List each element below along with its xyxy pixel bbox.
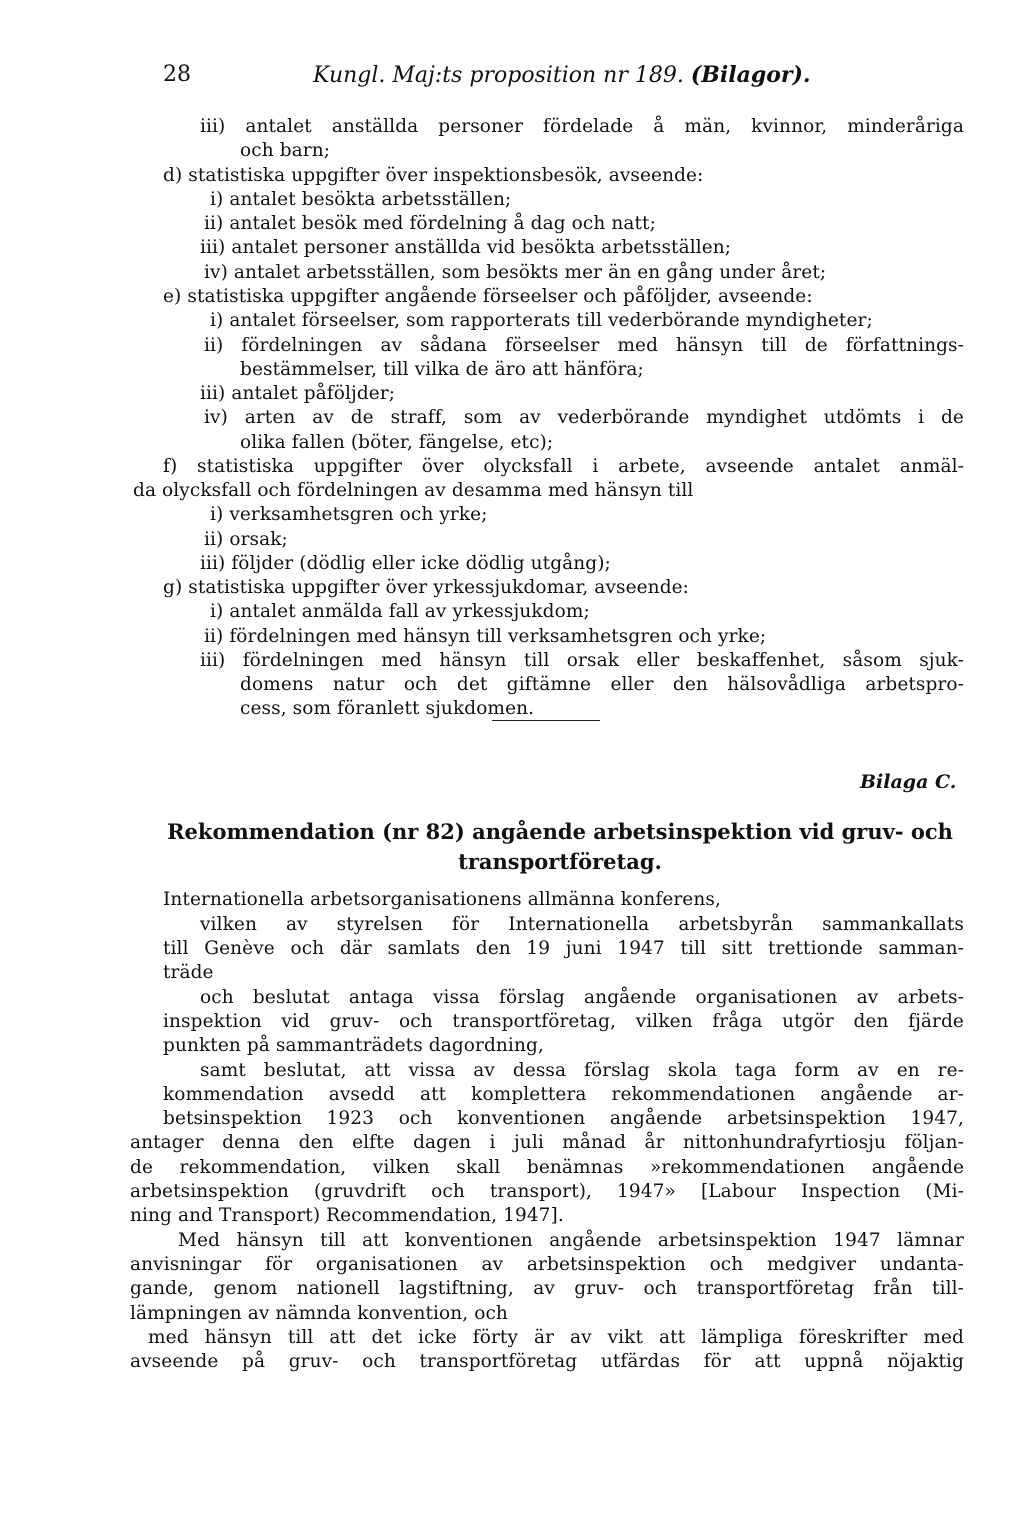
body-line: gande, genom nationell lagstiftning, av gruv- och transportföretag från till- [130, 1278, 964, 1299]
section-heading-line-1: Rekommendation (nr 82) angående arbetsinspektion vid gruv- och [167, 819, 953, 844]
body-line: avseende på gruv- och transportföretag utfärdas för att uppnå nöjaktig [130, 1351, 964, 1372]
body-line: antager denna den elfte dagen i juli månad år nittonhundrafyrtiosju följan- [130, 1132, 964, 1153]
body-line: och beslutat antaga vissa förslag angående organisationen av arbets- [200, 987, 964, 1008]
body-line: till Genève och där samlats den 19 juni 1947 till sitt trettionde samman- [163, 938, 964, 959]
list-line: ii) fördelningen av sådana förseelser med hänsyn till de författnings- [204, 335, 964, 356]
list-line: iv) antalet arbetsställen, som besökts mer än en gång under året; [204, 262, 827, 283]
section-heading-line-2: transportföretag. [458, 849, 662, 874]
list-line: iii) antalet påföljder; [200, 383, 396, 404]
body-line: arbetsinspektion (gruvdrift och transport), 1947» [Labour Inspection (Mi- [130, 1181, 964, 1202]
list-line: iv) arten av de straff, som av vederbörande myndighet utdömts i de [204, 407, 964, 428]
body-line: träde [163, 962, 214, 983]
list-line: f) statistiska uppgifter över olycksfall i arbete, avseende antalet anmäl- [163, 456, 964, 477]
section-divider [492, 720, 600, 721]
list-line: d) statistiska uppgifter över inspektionsbesök, avseende: [163, 165, 704, 186]
body-line: kommendation avsedd att komplettera rekommendationen angående ar- [163, 1084, 964, 1105]
body-line: Med hänsyn till att konventionen angående arbetsinspektion 1947 lämnar [178, 1230, 964, 1251]
body-line: anvisningar för organisationen av arbetsinspektion och medgiver undanta- [130, 1254, 964, 1275]
body-line: med hänsyn till att det icke förty är av vikt att lämpliga föreskrifter med [148, 1327, 964, 1348]
body-line: Internationella arbetsorganisationens allmänna konferens, [163, 889, 721, 910]
list-line: e) statistiska uppgifter angående förseelser och påföljder, avseende: [163, 286, 813, 307]
list-line: ii) orsak; [204, 529, 288, 550]
list-line: da olycksfall och fördelningen av desamma med hänsyn till [133, 480, 694, 501]
list-line: iii) antalet personer anställda vid besökta arbetsställen; [200, 237, 732, 258]
body-line: samt beslutat, att vissa av dessa förslag skola taga form av en re- [200, 1060, 964, 1081]
running-title-suffix: (Bilagor). [690, 62, 811, 88]
list-line: cess, som föranlett sjukdomen. [240, 698, 535, 719]
list-line: i) antalet anmälda fall av yrkessjukdom; [210, 601, 590, 622]
page-number: 28 [163, 62, 191, 87]
list-line: i) verksamhetsgren och yrke; [210, 504, 488, 525]
body-line: ning and Transport) Recommendation, 1947]. [130, 1205, 564, 1226]
list-line: i) antalet besökta arbetsställen; [210, 189, 512, 210]
list-line: iii) fördelningen med hänsyn till orsak eller beskaffenhet, såsom sjuk- [200, 650, 964, 671]
list-line: ii) fördelningen med hänsyn till verksamhetsgren och yrke; [204, 626, 767, 647]
body-line: betsinspektion 1923 och konventionen angående arbetsinspektion 1947, [163, 1108, 964, 1129]
list-line: i) antalet förseelser, som rapporterats till vederbörande myndigheter; [210, 310, 873, 331]
running-title-main: Kungl. Maj:ts proposition nr 189. [313, 63, 684, 88]
body-line: vilken av styrelsen för Internationella arbetsbyrån sammankallats [200, 914, 964, 935]
page-header [163, 60, 983, 100]
running-title [313, 60, 811, 91]
body-line: de rekommendation, vilken skall benämnas »rekommendationen angående [130, 1157, 964, 1178]
list-line: iii) antalet anställda personer fördelade å män, kvinnor, minderåriga [200, 116, 964, 137]
list-line: bestämmelser, till vilka de äro att hänföra; [240, 359, 644, 380]
body-line: punkten på sammanträdets dagordning, [163, 1035, 544, 1056]
body-line: inspektion vid gruv- och transportföretag, vilken fråga utgör den fjärde [163, 1011, 964, 1032]
list-line: ii) antalet besök med fördelning å dag och natt; [204, 213, 656, 234]
annex-label: Bilaga C. [860, 771, 957, 793]
list-line: iii) följder (dödlig eller icke dödlig utgång); [200, 553, 611, 574]
list-line: g) statistiska uppgifter över yrkessjukdomar, avseende: [163, 577, 690, 598]
body-line: lämpningen av nämnda konvention, och [130, 1303, 508, 1324]
list-line: och barn; [240, 140, 331, 161]
list-line: domens natur och det giftämne eller den hälsovådliga arbetspro- [240, 674, 964, 695]
list-line: olika fallen (böter, fängelse, etc); [240, 432, 554, 453]
